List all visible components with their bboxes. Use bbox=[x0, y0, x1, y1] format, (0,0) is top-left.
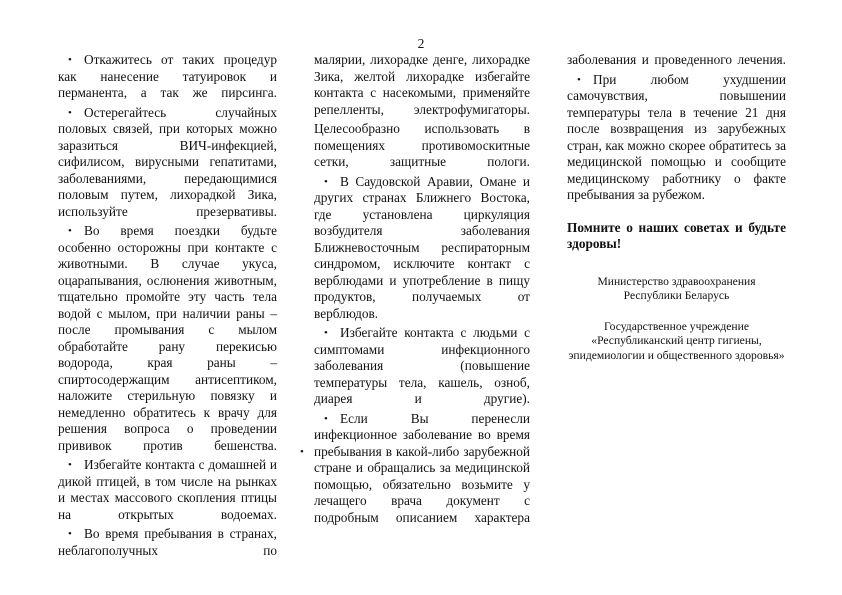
credits-block bbox=[567, 275, 786, 364]
bullet-paragraph bbox=[58, 457, 277, 523]
paragraph-text: В Саудовской Аравии, Омане и других странах Ближнего Востока, где установлена циркуляция возбудителя заболевания Ближневосточным респираторным синдромом, исключите контакт с верблюдами и употребление в пищу продуктов, получаемых от верблюдов. bbox=[314, 173, 530, 321]
paragraph-text: Избегайте контакта с людьми с симптомами инфекционного заболевания (повышение температуры тела, кашель, озноб, диарея и другие). bbox=[314, 325, 530, 406]
bullet-icon: • bbox=[68, 106, 72, 119]
ministry-line: Министерство здравоохранения bbox=[597, 274, 756, 288]
bullet-icon: • bbox=[68, 54, 72, 66]
paragraph-text: Если Вы перенесли инфекционное заболевание во время пребывания в какой-либо зарубежной стране и обращались за медицинской помощью, обязательно возьмите у лечащего врача документ с подробным описанием характера bbox=[314, 410, 530, 525]
bullet-icon: • bbox=[324, 412, 328, 425]
bullet-paragraph bbox=[58, 526, 277, 559]
paragraph-text: Откажитесь от таких процедур как нанесение татуировок и перманента, а так же пирсинга. bbox=[58, 52, 277, 100]
column-1 bbox=[58, 52, 277, 562]
bullet-paragraph bbox=[58, 223, 277, 454]
paragraph-text: Остерегайтесь случайных половых связей, при которых можно заразиться ВИЧ-инфекцией, сифилисом, вирусными гепатитами, заболеваниями, передающимися половым путем, лихорадкой Зика, используйте презервативы. bbox=[58, 104, 277, 219]
bullet-icon: • bbox=[324, 327, 328, 339]
paragraph-text: При любом ухудшении самочувствия, повышении температуры тела в течение 21 дня после возвращения из зарубежных стран, как можно скорее обратитесь за медицинской помощью и сообщите медицинскому работнику о факте пребывания за рубежом. bbox=[567, 71, 786, 202]
bullet-icon: • bbox=[324, 175, 328, 188]
plain-paragraph: Целесообразно использовать в помещениях противомоскитные сетки, защитные пологи. bbox=[314, 121, 530, 169]
stray-bullet-icon: • bbox=[300, 446, 304, 458]
paragraph-text: Во время поездки будьте особенно осторожны при контакте с животными. В случае укуса, оцарапывания, ослюнения животным, тщательно промойте эту часть тела водой с мылом, при наличии раны – после промывания с мылом обработайте рану перекисью водорода, края раны – спиртосодержащим антисептиком, наложите стерильную повязку и немедленно обратитесь к врачу для решения вопроса о проведении прививок против бешенства. bbox=[58, 223, 277, 453]
bullet-icon: • bbox=[68, 528, 72, 540]
bullet-icon: • bbox=[68, 459, 72, 471]
continued-paragraph: малярии, лихорадке денге, лихорадке Зика, желтой лихорадке избегайте контакта с насекомыми, применяйте репелленты, электрофумигаторы. bbox=[314, 52, 530, 117]
paragraph-text: Избегайте контакта с домашней и дикой птицей, в том числе на рынках и местах массового скопления птицы на открытых водоемах. bbox=[58, 457, 277, 522]
bullet-icon: • bbox=[577, 73, 581, 86]
bullet-paragraph bbox=[58, 105, 277, 221]
health-notice: Помните о наших советах и будьте здоровы! bbox=[567, 219, 786, 251]
institution-line: Государственное учреждение bbox=[603, 319, 749, 333]
institution-line: эпидемиологии и общественного здоровья» bbox=[568, 348, 785, 362]
page-number: 2 bbox=[417, 36, 425, 51]
bullet-paragraph bbox=[58, 52, 277, 102]
bullet-paragraph bbox=[567, 72, 786, 204]
bullet-paragraph bbox=[314, 325, 530, 408]
institution-line: «Республиканский центр гигиены, bbox=[591, 334, 762, 347]
continued-paragraph: заболевания и проведенного лечения. bbox=[567, 52, 786, 67]
ministry-line: Республики Беларусь bbox=[623, 289, 730, 302]
bullet-icon: • bbox=[68, 225, 72, 237]
column-2 bbox=[314, 52, 530, 529]
bullet-paragraph bbox=[314, 411, 530, 527]
paragraph-text: Во время пребывания в странах, неблагополучных по bbox=[58, 526, 277, 558]
bullet-paragraph bbox=[314, 174, 530, 323]
column-3 bbox=[567, 52, 786, 363]
